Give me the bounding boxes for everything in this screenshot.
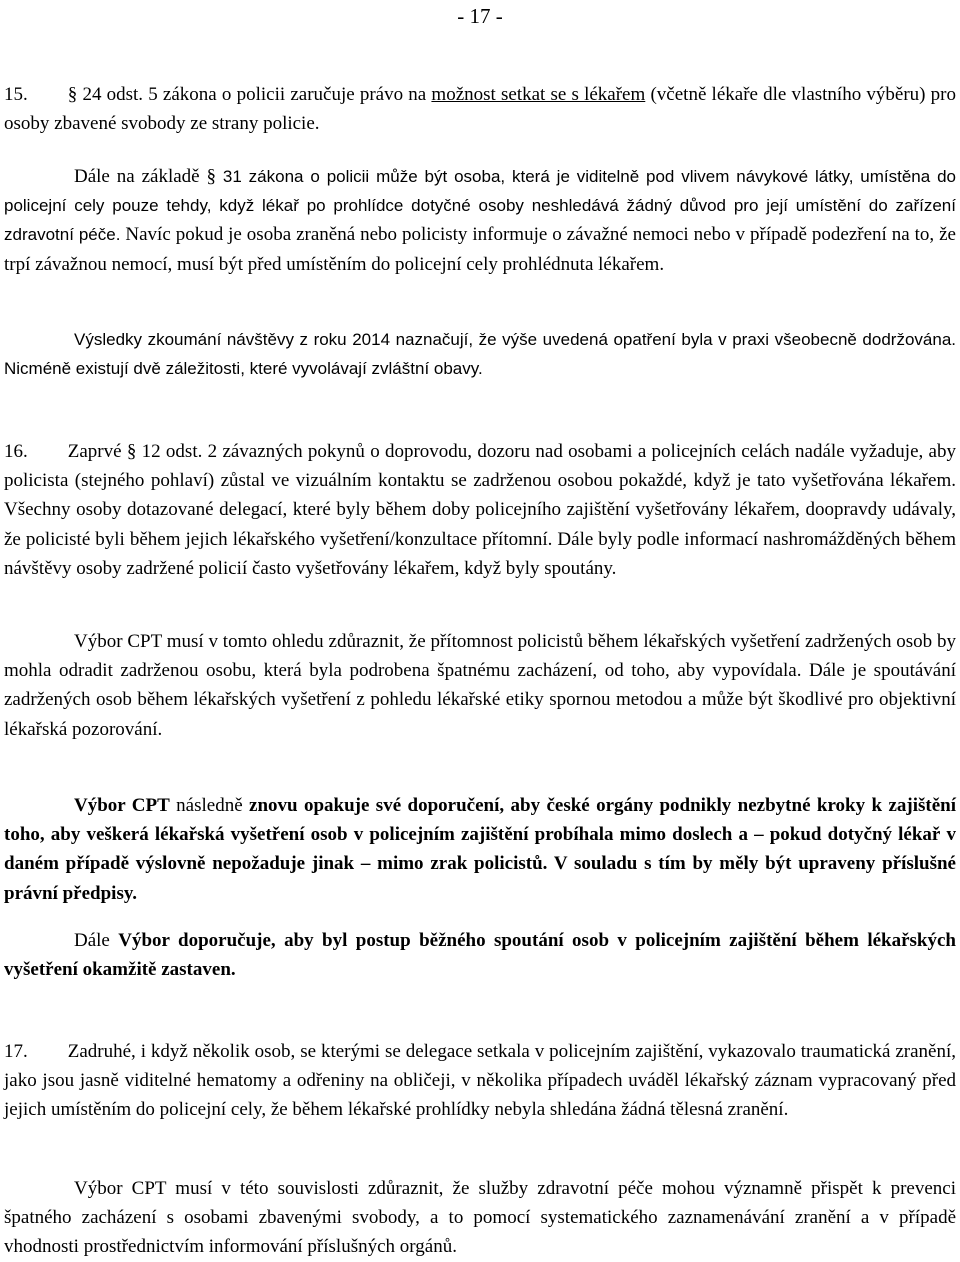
paragraph-16-emphasis: Výbor CPT musí v tomto ohledu zdůraznit, že přítomnost policistů během lékařských vyšetření zadržených osob by mohla odradit zadrženou osobu, která byla podrobena špatnému zacházení, od toho, aby vypovídala. Dále je spoutávání zadržených osob během lékařských vyšetření z pohledu lékařské etiky spornou metodou a může být škodlivé pro objektivní lékařská pozorování. [4, 631, 956, 740]
section-sign: § [67, 84, 78, 105]
paragraph-number: 17. [4, 1041, 28, 1062]
recommendation-2: Dále Výbor doporučuje, aby byl postup běžného spoutání osob v policejním zajištění během lékařských vyšetření okamžitě zastaven. [4, 930, 956, 981]
page-number: - 17 - [457, 4, 503, 28]
paragraph-17-emphasis: Výbor CPT musí v této souvislosti zdůraznit, že služby zdravotní péče mohou významně přispět k prevenci špatného zacházení s osobami zbavenými svobody, a to pomocí systematického zaznamenávání zranění a v případě vhodnosti prostřednictvím informování příslušných orgánů. [4, 1178, 956, 1258]
paragraph-15: 15. § 24 odst. 5 zákona o policii zaručuje právo na možnost setkat se s lékařem (včetně lékaře dle vlastního výběru) pro osoby zbavené svobody ze strany policie. [4, 84, 956, 135]
section-sign: § [206, 166, 217, 187]
paragraph-16: 16. Zaprvé § 12 odst. 2 závazných pokynů o doprovodu, dozoru nad osobami a policejních celách nadále vyžaduje, aby policista (stejného pohlaví) zůstal ve vizuálním kontaktu se zadrženou osobou pokaždé, když je tato vyšetřována lékařem. Všechny osoby dotazované delegací, které byly během doby policejního zajištění vyšetřovány lékařem, doopravdy udávaly, že policisté byli během jejich lékařského vyšetření/konzultace přítomní. Dále byly podle informací nashromážděných během návštěvy osoby zadržené policií často vyšetřovány lékařem, když byly spoutány. [4, 441, 956, 579]
paragraph-15-detail: Dále na základě § 31 zákona o policii může být osoba, která je viditelně pod vlivem návykové látky, umístěna do policejní cely pouze tehdy, když lékař po prohlídce dotyčné osoby neshledává žádný důvod pro její umístění do zařízení zdravotní péče. Navíc pokud je osoba zraněná nebo policisty informuje o závažné nemoci nebo v případě podezření na to, že trpí závažnou nemocí, musí být před umístěním do policejní cely prohlédnuta lékařem. [4, 166, 956, 275]
paragraph-number: 15. [4, 84, 28, 105]
underlined-phrase: možnost setkat se s lékařem [431, 84, 646, 105]
recommendation-1: Výbor CPT následně znovu opakuje své doporučení, aby české orgány podnikly nezbytné kroky k zajištění toho, aby veškerá lékařská vyšetření osob v policejním zajištění probíhala mimo doslech a – pokud dotyčný lékař v daném případě výslovně nepožaduje jinak – mimo zrak policistů. V souladu s tím by měly být upraveny příslušné právní předpisy. [4, 795, 956, 904]
paragraph-number: 16. [4, 441, 28, 462]
section-sign: § [126, 441, 137, 462]
paragraph-17: 17. Zadruhé, i když několik osob, se kterými se delegace setkala v policejním zajištění, vykazovalo traumatická zranění, jako jsou jasně viditelné hematomy a odřeniny na obličeji, v několika případech uváděl lékařský záznam vypracovaný před jejich umístěním do policejní cely, že během lékařské prohlídky nebyla shledána žádná tělesná zranění. [4, 1041, 956, 1121]
paragraph-15-findings: Výsledky zkoumání návštěvy z roku 2014 naznačují, že výše uvedená opatření byla v praxi všeobecně dodržována. Nicméně existují dvě záležitosti, které vyvolávají zvláštní obavy. [4, 330, 956, 379]
